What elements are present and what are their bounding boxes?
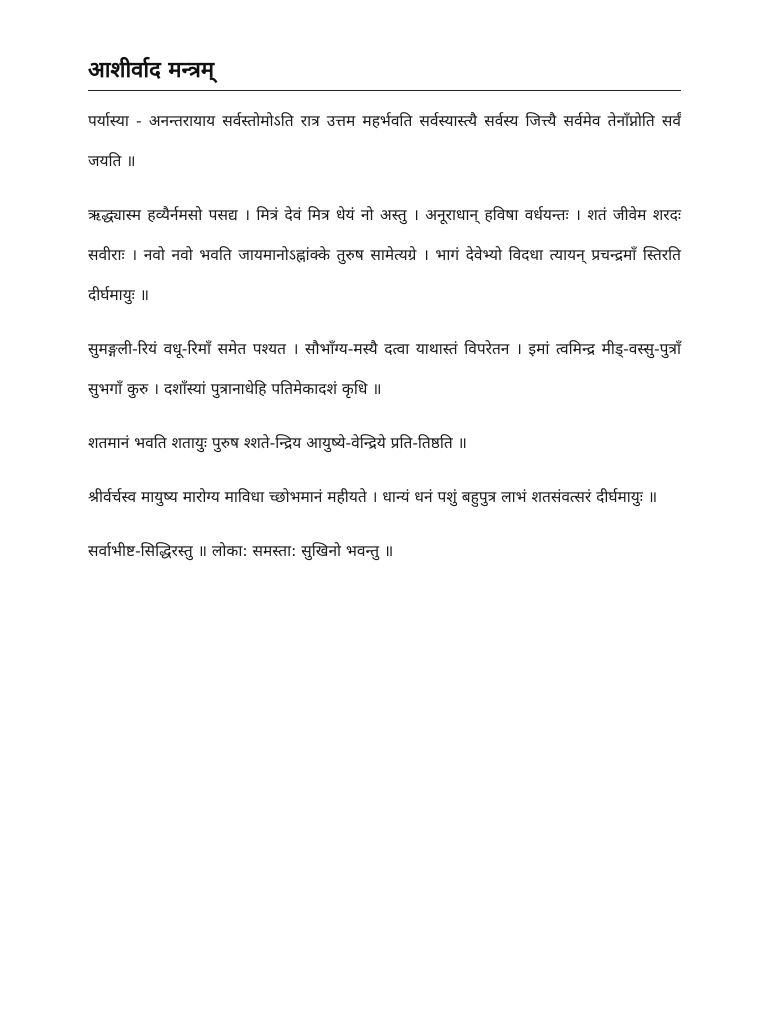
mantra-paragraph-4: शतमानं भवति शतायुः पुरुष श्शते-न्द्रिय आयुष्ये-वेन्द्रिये प्रति-तिष्ठति ॥: [88, 434, 467, 452]
mantra-paragraph-6: सर्वाभीष्ट-सिद्धिरस्तु ॥ लोका: समस्ता: सुखिनो भवन्तु ॥: [88, 542, 394, 560]
mantra-paragraph-1: पर्यास्या - अनन्तरायाय सर्वस्तोमोऽति रात्र उत्तम महर्भवति सर्वस्यास्त्यै सर्वस्य जित्त्यै सर्वमेव तेनाँप्नोति सर्वं जयति ॥: [88, 112, 681, 170]
document-page: [88, 52, 681, 585]
title-divider: [88, 90, 681, 91]
mantra-paragraph-2: ऋद्ध्यास्म हव्यैर्नमसो पसद्य । मित्रं देवं मित्र धेयं नो अस्तु । अनूराधान् हविषा वर्धयन्तः । शतं जीवेम शरदः सवीराः । नवो नवो भवति जायमानोऽह्नांक्के तुरुष सामेत्यग्रे । भागं देवेभ्यो विदधा त्यायन् प्रचन्द्रमाँ स्तिरति दीर्घमायुः ॥: [88, 206, 681, 304]
page-title: आशीर्वाद मन्त्रम्: [88, 58, 215, 83]
mantra-paragraph-3: सुमङ्गली-रियं वधू-रिमाँ समेत पश्यत । सौभाँग्य-मस्यै दत्वा याथास्तं विपरेतन । इमां त्वमिन्द्र मीड्-वस्सु-पुत्राँ सुभगाँ कुरु । दशाँस्यां पुत्रानाधेहि पतिमेकादशं कृधि ॥: [88, 340, 681, 398]
mantra-paragraph-5: श्रीर्वर्चस्व मायुष्य मारोग्य माविधा च्छोभमानं महीयते । धान्यं धनं पशुं बहुपुत्र लाभं शतसंवत्सरं दीर्घमायुः ॥: [88, 488, 658, 506]
